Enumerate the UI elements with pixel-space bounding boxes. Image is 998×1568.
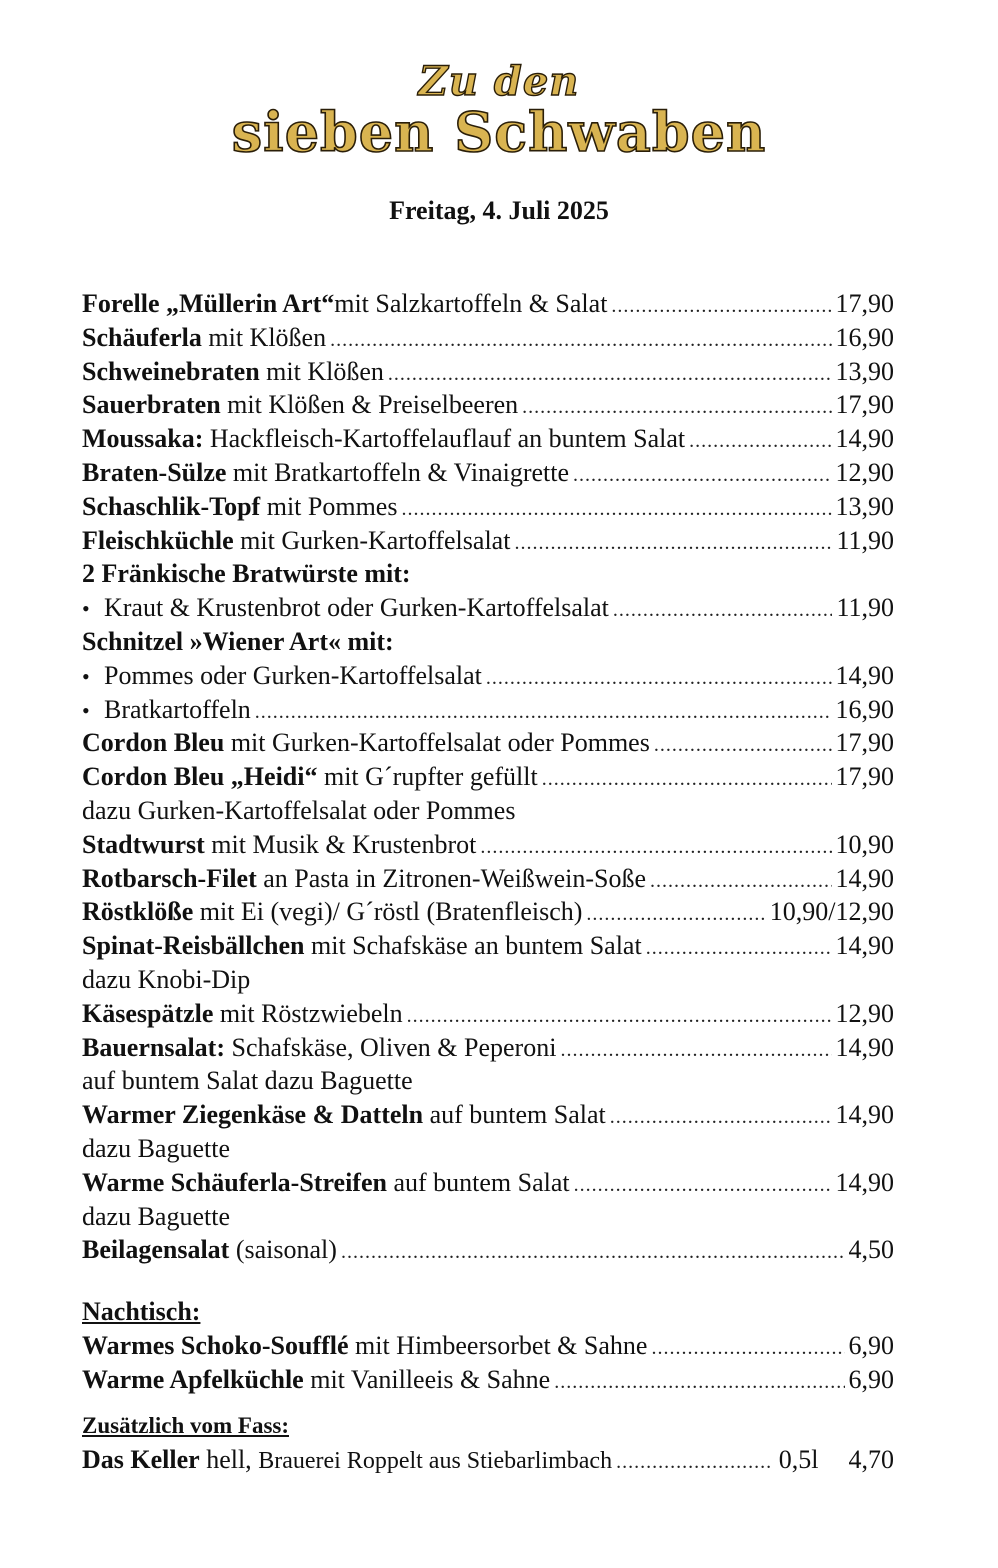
dish-price: 11,90 [836,525,894,555]
dish-name: Forelle „Müllerin Art“ [82,289,335,318]
logo-line-2: sieben Schwaben [231,100,767,164]
dish-name: Röstklöße [82,897,194,927]
leader-dots [542,763,832,797]
dish-name: Moussaka: [82,424,204,454]
leader-dots [522,391,831,425]
dish-price: 13,90 [835,356,894,386]
dish-description: Hackfleisch-Kartoffelauflauf an buntem Salat [203,424,686,454]
menu-item [82,490,894,524]
dessert-item [82,1329,894,1363]
dish-price: 14,90 [835,1167,894,1197]
option-price: 14,90 [835,660,894,690]
menu-item [82,524,894,558]
dish-description: mit Klößen & Preiselbeeren [220,390,519,420]
menu-item [82,1233,894,1267]
dish-description: mit Musik & Krustenbrot [204,829,477,859]
dish-price: 10,90 [835,829,894,859]
dish-description: auf buntem Salat [386,1167,570,1197]
dish-name: Stadtwurst [82,829,205,859]
dish-description: mit Bratkartoffeln & Vinaigrette [226,457,570,487]
schnitzel-option [82,659,894,693]
leader-dots [255,696,832,730]
bullet-icon: • [82,697,90,723]
leader-dots [554,1366,844,1400]
logo-line-1: Zu den [418,58,580,105]
menu-item [82,1031,894,1065]
dish-name: Braten-Sülze [82,457,227,487]
dish-name: Warme Apfelküchle [82,1364,304,1394]
dish-name: Rotbarsch-Filet [82,863,257,893]
dish-name: Cordon Bleu [82,728,225,758]
leader-dots [586,898,765,932]
leader-dots [650,865,831,899]
dish-name: Schweinebraten [82,356,260,386]
dish-description: mit Schafskäse an buntem Salat [304,931,642,961]
dish-description: (saisonal) [229,1235,337,1265]
menu-item [82,1166,894,1200]
leader-dots [480,831,831,865]
menu-item [82,726,894,760]
dish-subline: dazu Baguette [82,1133,230,1163]
dish-price: 17,90 [835,728,894,758]
restaurant-logo [0,58,998,164]
dish-price: 13,90 [835,491,894,521]
dish-description: an Pasta in Zitronen-Weißwein-Soße [256,863,647,893]
dish-name: Spinat-Reisbällchen [82,931,305,961]
dish-price: 14,90 [835,863,894,893]
dish-price: 14,90 [835,931,894,961]
dish-price: 14,90 [835,424,894,454]
dish-description: mit Himbeersorbet & Sahne [348,1331,648,1361]
dish-name: Fleischküchle [82,525,234,555]
dish-subline: auf buntem Salat dazu Baguette [82,1066,413,1096]
dish-name: Sauerbraten [82,390,221,420]
option-text: Kraut & Krustenbrot oder Gurken-Kartoffelsalat [104,593,609,623]
dish-subline: dazu Knobi-Dip [82,964,251,994]
schnitzel-option [82,693,894,727]
option-price: 16,90 [835,694,894,724]
leader-dots [514,527,832,561]
dish-subline: dazu Gurken-Kartoffelsalat oder Pommes [82,795,516,825]
dish-price: 10,90/12,90 [769,897,894,927]
dish-name: Schäuferla [82,322,202,352]
menu-date: Freitag, 4. Juli 2025 [389,196,609,225]
leader-dots [613,594,833,628]
dish-price: 16,90 [835,322,894,352]
dish-name: Schaschlik-Topf [82,491,261,521]
menu-item [82,388,894,422]
menu-item [82,862,894,896]
dish-name: Bauernsalat: [82,1032,225,1062]
dessert-title: Nachtisch: [82,1297,201,1327]
bullet-icon: • [82,596,90,622]
beer-title: Zusätzlich vom Fass: [82,1412,289,1438]
menu-item [82,760,894,794]
menu-item [82,1098,894,1132]
leader-dots [560,1034,831,1068]
option-text: Pommes oder Gurken-Kartoffelsalat [104,660,482,690]
leader-dots [651,1332,844,1366]
dish-description: mit Vanilleeis & Sahne [303,1364,551,1394]
dish-description: mit Gurken-Kartoffelsalat oder Pommes [224,728,650,758]
schnitzel-heading: Schnitzel »Wiener Art« mit: [82,626,394,656]
dish-name: Warme Schäuferla-Streifen [82,1167,387,1197]
dish-price: 17,90 [835,390,894,420]
menu-item [82,997,894,1031]
dish-description: mit Ei (vegi)/ G´röstl (Bratenfleisch) [193,897,583,927]
option-text: Bratkartoffeln [104,694,251,724]
menu-item [82,895,894,929]
dish-description: mit G´rupfter gefüllt [317,762,538,792]
dish-name: Warmer Ziegenkäse & Datteln [82,1100,424,1130]
leader-dots [574,1169,832,1203]
dish-description: Schafskäse, Oliven & Peperoni [225,1032,557,1062]
menu-list [82,287,894,1477]
leader-dots [401,493,831,527]
dish-description: mit Salzkartoffeln & Salat [334,289,608,318]
dish-description: mit Klößen [201,322,327,352]
leader-dots [388,358,832,392]
leader-dots [689,425,831,459]
dish-price: 12,90 [835,457,894,487]
option-price: 11,90 [836,593,894,623]
beer-volume: 0,5l [778,1444,819,1474]
dish-price: 14,90 [835,1100,894,1130]
dish-price: 14,90 [835,1032,894,1062]
leader-dots [616,1446,771,1480]
bratwurst-option [82,591,894,625]
leader-dots [341,1236,845,1270]
dish-subline: dazu Baguette [82,1201,230,1231]
dish-name: Käsespätzle [82,998,214,1028]
dish-name: Cordon Bleu „Heidi“ [82,762,318,792]
dish-name: Warmes Schoko-Soufflé [82,1331,349,1361]
dish-description: mit Pommes [260,491,398,521]
dish-price: 17,90 [835,762,894,792]
leader-dots [611,290,831,324]
beer-name: Das Keller [82,1444,200,1474]
menu-item [82,828,894,862]
leader-dots [610,1101,832,1135]
bratwurst-heading: 2 Fränkische Bratwürste mit: [82,559,411,589]
dish-price: 12,90 [835,998,894,1028]
leader-dots [407,1000,832,1034]
dish-price: 4,50 [848,1235,894,1265]
menu-item [82,929,894,963]
bullet-icon: • [82,663,90,689]
leader-dots [486,662,832,696]
dish-price: 17,90 [835,289,894,318]
dish-price: 6,90 [848,1331,894,1361]
beer-item [82,1443,894,1477]
beer-type: hell, [199,1444,259,1474]
dish-description: auf buntem Salat [423,1100,606,1130]
beer-brewery: Brauerei Roppelt aus Stiebarlimbach [258,1447,613,1474]
beer-price: 4,70 [848,1444,894,1474]
dish-description: mit Gurken-Kartoffelsalat [233,525,511,555]
menu-item [82,355,894,389]
leader-dots [573,459,831,493]
dish-name: Beilagensalat [82,1235,230,1265]
menu-item [82,456,894,490]
leader-dots [330,324,831,358]
menu-item [82,321,894,355]
dish-description: mit Röstzwiebeln [213,998,403,1028]
leader-dots [646,932,832,966]
leader-dots [654,729,832,763]
dessert-item [82,1363,894,1397]
dish-description: mit Klößen [259,356,384,386]
menu-item [82,422,894,456]
dish-price: 6,90 [848,1364,894,1394]
menu-item [82,287,894,321]
